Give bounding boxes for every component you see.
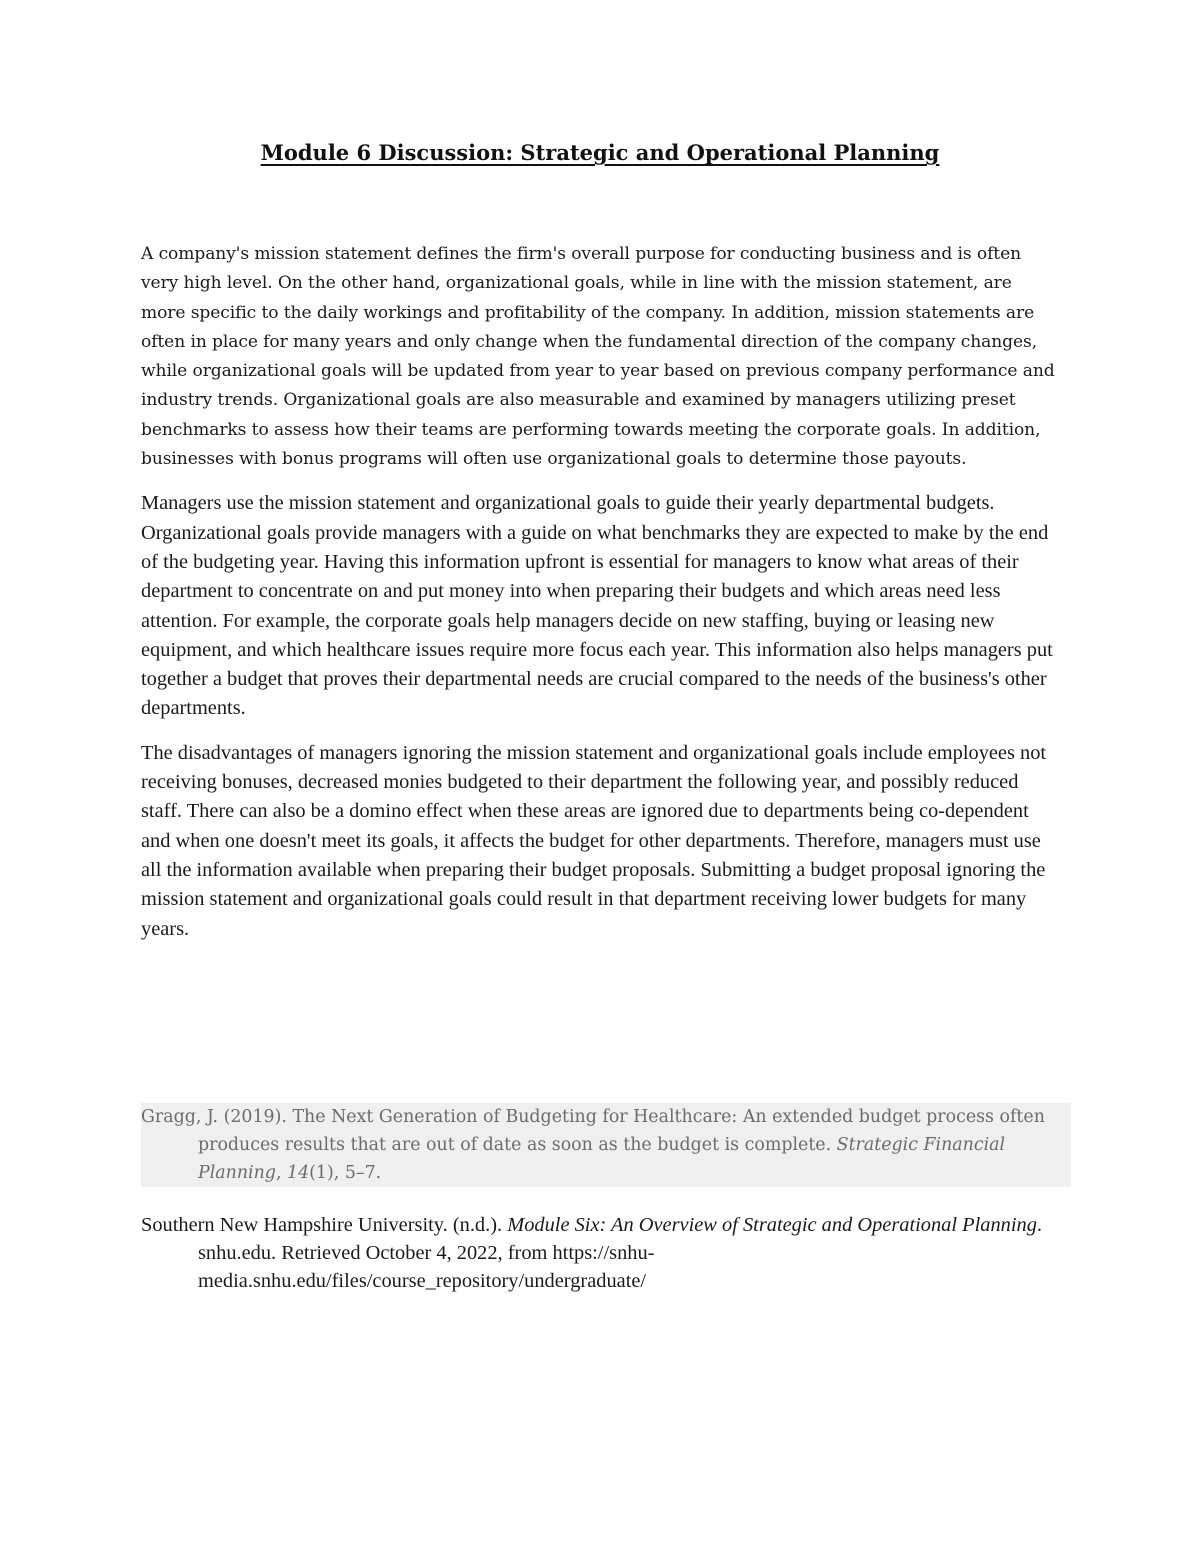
reference-gragg-volume: 14: [287, 1163, 310, 1183]
reference-snhu-rest: . snhu.edu. Retrieved October 4, 2022, from https://snhu-media.snhu.edu/files/course_repository/undergraduate/: [198, 1214, 1043, 1292]
reference-snhu: [141, 1211, 1071, 1295]
paragraph-mission-vs-goals: A company's mission statement defines the firm's overall purpose for conducting business and is often very high level. On the other hand, organizational goals, while in line with the mission statement, are more specific to the daily workings and profitability of the company. In addition, mission statements are often in place for many years and only change when the fundamental direction of the company changes, while organizational goals will be updated from year to year based on previous company performance and industry trends. Organizational goals are also measurable and examined by managers utilizing preset benchmarks to assess how their teams are performing towards meeting the corporate goals. In addition, businesses with bonus programs will often use organizational goals to determine those payouts.: [141, 244, 1055, 470]
reference-gragg-text: Gragg, J. (2019). The Next Generation of Budgeting for Healthcare: An extended budget process often produces results that are out of date as soon as the budget is complete.: [141, 1107, 1045, 1155]
references-list: [141, 1103, 1071, 1295]
document-body: [141, 240, 1061, 944]
document-title: Module 6 Discussion: Strategic and Operational Planning: [260, 140, 940, 165]
reference-gragg-separator: ,: [275, 1163, 287, 1183]
reference-snhu-author-date: Southern New Hampshire University. (n.d.).: [141, 1214, 508, 1236]
reference-gragg-issue-pages: (1), 5–7.: [309, 1163, 382, 1183]
paragraph-budget-guidance: Managers use the mission statement and organizational goals to guide their yearly departmental budgets. Organizational goals provide managers with a guide on what benchmarks they are expected to make by the end of the budgeting year. Having this information upfront is essential for managers to know what areas of their department to concentrate on and put money into when preparing their budgets and which areas need less attention. For example, the corporate goals help managers decide on new staffing, buying or leasing new equipment, and which healthcare issues require more focus each year. This information also helps managers put together a budget that proves their departmental needs are crucial compared to the needs of the business's other departments.: [141, 492, 1053, 720]
paragraph-disadvantages: The disadvantages of managers ignoring the mission statement and organizational goals include employees not receiving bonuses, decreased monies budgeted to their department the following year, and possibly reduced staff. There can also be a domino effect when these areas are ignored due to departments being co-dependent and when one doesn't meet its goals, it affects the budget for other departments. Therefore, managers must use all the information available when preparing their budget proposals. Submitting a budget proposal ignoring the mission statement and organizational goals could result in that department receiving lower budgets for many years.: [141, 741, 1047, 940]
reference-snhu-title: Module Six: An Overview of Strategic and Operational Planning: [507, 1214, 1037, 1236]
reference-gragg-journal: Strategic Financial Planning: [198, 1135, 1006, 1183]
reference-gragg: [141, 1103, 1071, 1187]
